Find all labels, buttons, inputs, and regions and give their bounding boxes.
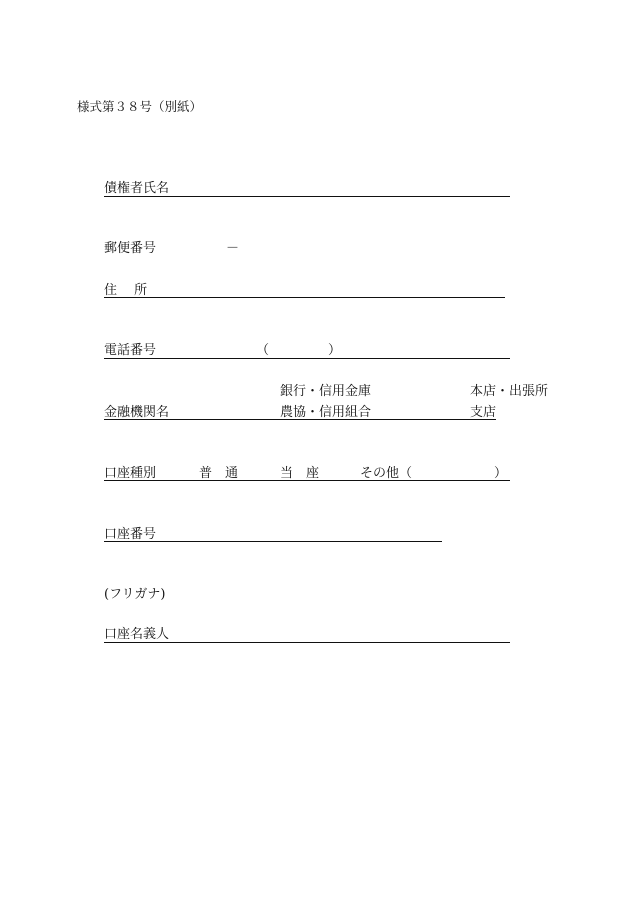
account-number-line[interactable]: [104, 541, 442, 542]
account-number-label: 口座番号: [104, 527, 157, 542]
institution-line[interactable]: [104, 419, 496, 420]
postal-code-label: 郵便番号: [104, 241, 157, 256]
phone-area-close-paren: ）: [328, 343, 342, 358]
account-type-other[interactable]: その他（: [360, 466, 413, 481]
postal-code-separator: －: [226, 241, 240, 256]
account-type-label: 口座種別: [104, 466, 157, 481]
institution-label: 金融機関名: [104, 405, 170, 420]
creditor-name-label: 債権者氏名: [104, 181, 170, 196]
account-holder-label: 口座名義人: [104, 627, 170, 642]
branch-type-line1: 本店・出張所: [470, 384, 549, 399]
account-holder-line[interactable]: [104, 642, 510, 643]
phone-label: 電話番号: [104, 343, 157, 358]
account-type-other-close-paren: ）: [494, 466, 508, 481]
phone-line[interactable]: [104, 358, 510, 359]
address-label: 住 所: [104, 283, 148, 298]
form-number: 様式第３８号（別紙）: [77, 99, 203, 114]
address-line[interactable]: [104, 297, 505, 298]
institution-type-line2: 農協・信用組合: [280, 405, 372, 420]
institution-type-line1: 銀行・信用金庫: [280, 384, 372, 399]
creditor-name-line[interactable]: [104, 196, 510, 197]
account-type-ordinary[interactable]: 普 通: [199, 466, 239, 481]
branch-type-line2: 支店: [470, 405, 497, 420]
account-type-line: [104, 480, 510, 481]
furigana-label: (フリガナ): [104, 587, 166, 602]
account-type-current[interactable]: 当 座: [280, 466, 320, 481]
phone-area-open-paren: （: [256, 343, 270, 358]
